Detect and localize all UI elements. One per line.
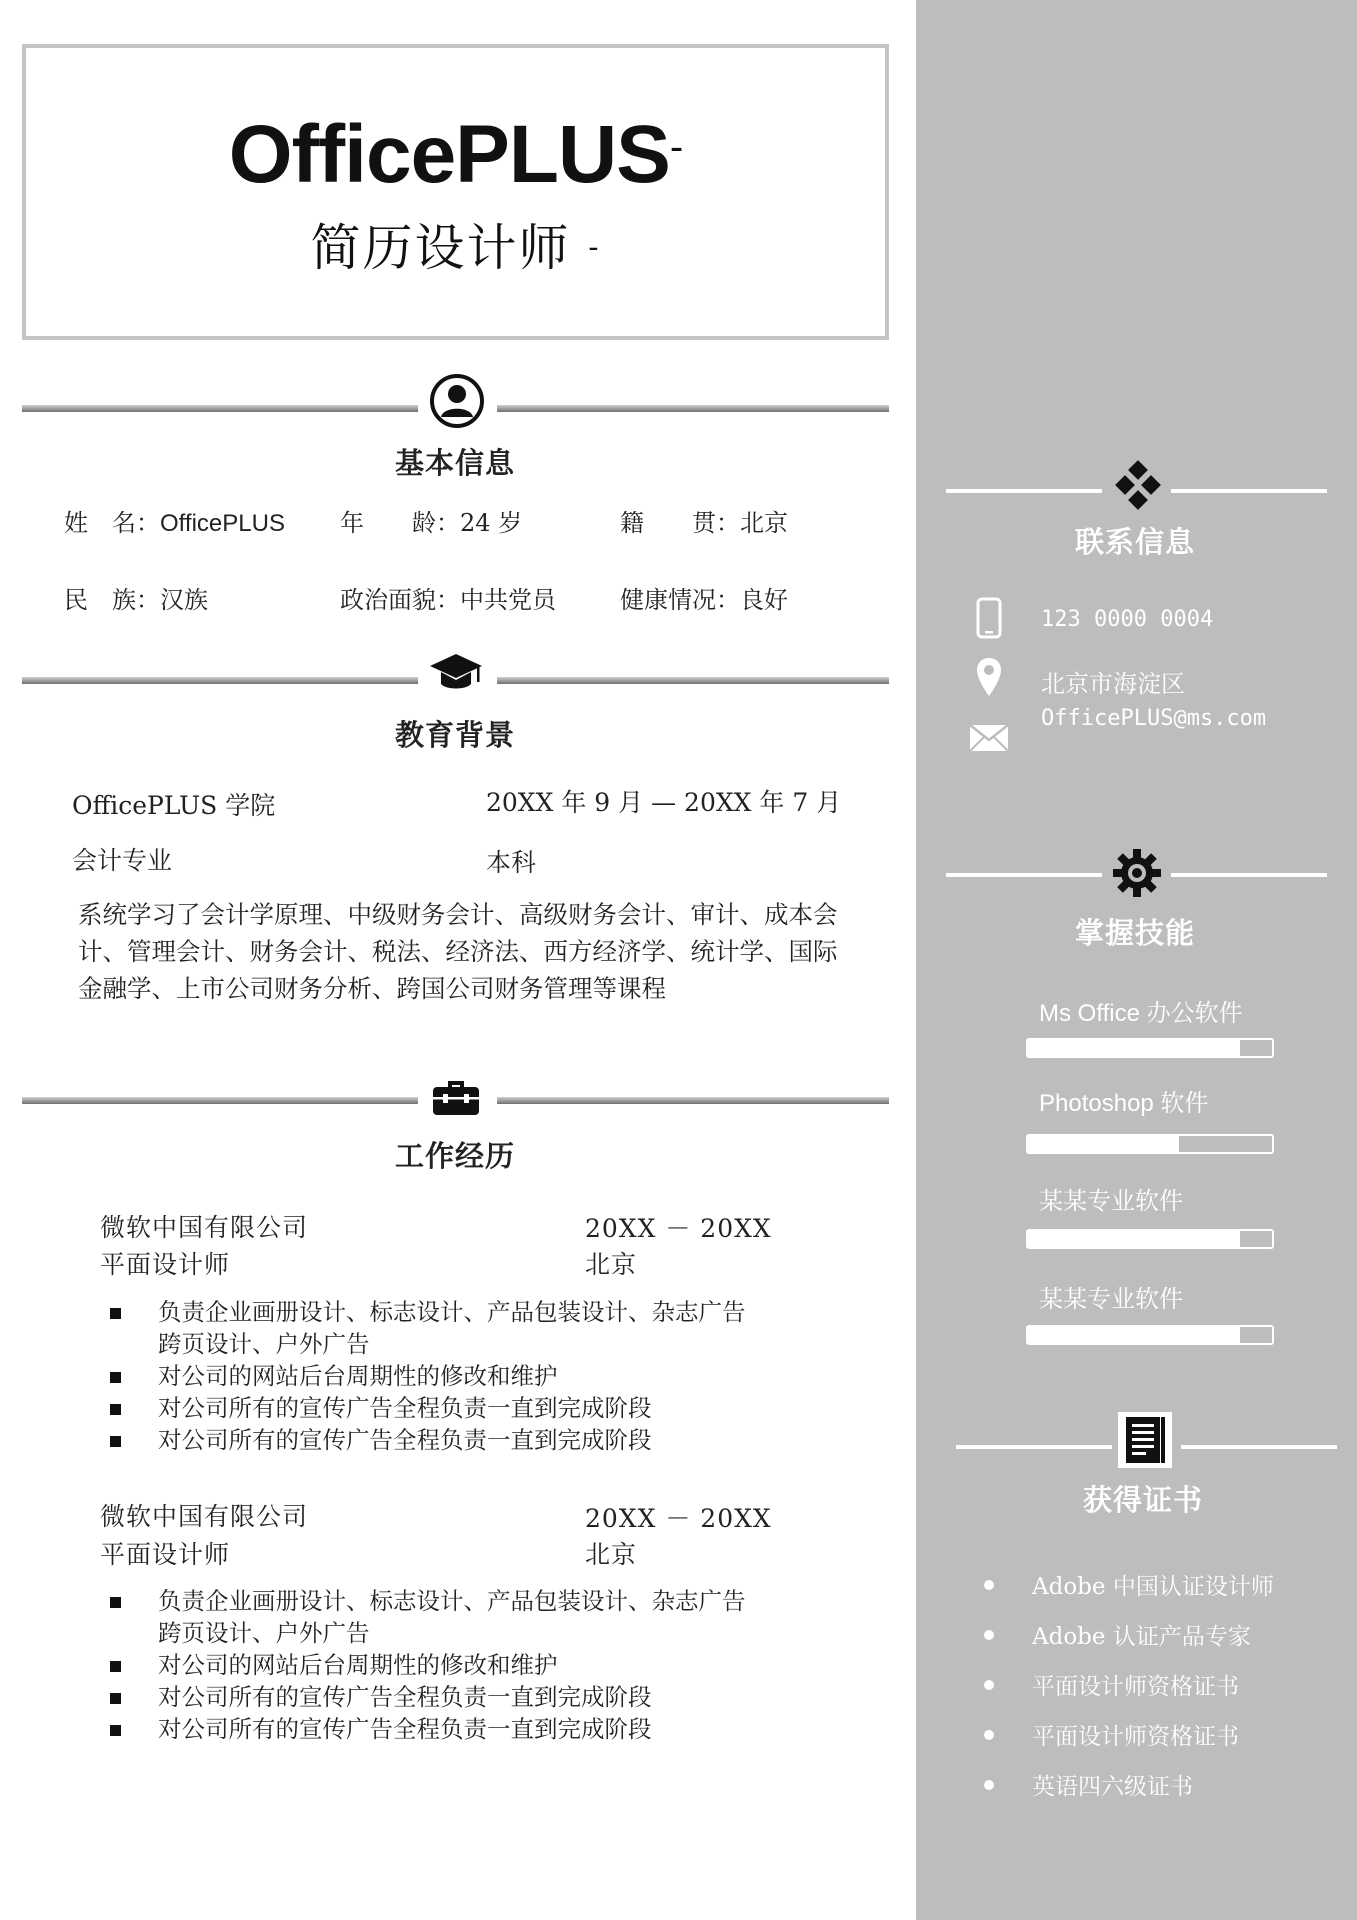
bullet-icon [984,1680,994,1690]
skill-fill [1028,1136,1179,1152]
list-item: 对公司的网站后台周期性的修改和维护 [100,1360,760,1392]
skill-bar [1026,1038,1274,1058]
divider-left [22,405,418,412]
skill-bar [1026,1229,1274,1249]
divider-left [22,1097,418,1104]
job-period: 20XX － 20XX [585,1504,772,1533]
edu-period: 20XX 年 9 月 — 20XX 年 7 月 [486,788,842,817]
edu-school: OfficePLUS 学院 [72,791,276,820]
list-item: 对公司所有的宣传广告全程负责一直到完成阶段 [100,1681,760,1713]
divider-right [1171,489,1327,493]
briefcase-icon [430,1075,482,1117]
divider-right [1181,1445,1337,1449]
job-city: 北京 [585,1540,638,1569]
skill-fill [1028,1231,1240,1247]
section-title-contact: 联系信息 [1074,525,1195,559]
info-health: 健康情况：良好 [620,586,788,614]
contact-address: 北京市海淀区 [1041,670,1185,698]
divider-right [497,677,889,684]
bullet-icon [984,1630,994,1640]
divider-right [497,405,889,412]
job-company: 微软中国有限公司 [100,1502,309,1531]
section-title-certs: 获得证书 [1082,1483,1203,1517]
phone-icon [976,597,1002,639]
bullet-icon [984,1580,994,1590]
section-title-work: 工作经历 [394,1139,515,1173]
section-title-skills: 掌握技能 [1074,916,1195,950]
divider-left [946,489,1102,493]
list-item: 对公司的网站后台周期性的修改和维护 [100,1649,760,1681]
job-title: 简历设计师 - [310,219,601,277]
edu-major: 会计专业 [72,846,173,875]
mail-icon [968,723,1010,753]
notebook-icon [1118,1412,1172,1468]
divider-right [1171,873,1327,877]
skill-bar [1026,1325,1274,1345]
list-item: 对公司所有的宣传广告全程负责一直到完成阶段 [100,1713,760,1745]
list-item: 对公司所有的宣传广告全程负责一直到完成阶段 [100,1424,760,1456]
contact-email: OfficePLUS@ms.com [1041,706,1267,731]
graduation-cap-icon [428,650,484,698]
info-name: 姓 名：OfficePLUS [64,509,285,537]
skill-label: Ms Office 办公软件 [1039,1000,1243,1027]
info-age: 年 龄：24 岁 [340,509,523,537]
user-icon [429,373,485,429]
bullet-icon [984,1730,994,1740]
divider-left [946,873,1102,877]
bullet-icon [984,1780,994,1790]
job-period: 20XX － 20XX [585,1214,772,1243]
skill-fill [1028,1040,1240,1056]
skill-fill [1028,1327,1240,1343]
job-duties [100,1296,760,1456]
edu-description: 系统学习了会计学原理、中级财务会计、高级财务会计、审计、成本会计、管理会计、财务会计、税法、经济法、西方经济学、统计学、国际金融学、上市公司财务分析、跨国公司财务管理等课程 [78,900,838,1003]
list-item: 负责企业画册设计、标志设计、产品包装设计、杂志广告跨页设计、户外广告 [100,1585,760,1649]
list-item: 英语四六级证书 [984,1768,1193,1801]
gear-icon [1112,848,1162,898]
divider-right [497,1097,889,1104]
list-item: 对公司所有的宣传广告全程负责一直到完成阶段 [100,1392,760,1424]
skill-label: Photoshop 软件 [1039,1090,1209,1117]
skill-bar [1026,1134,1274,1154]
location-pin-icon [975,656,1003,698]
info-political: 政治面貌：中共党员 [340,586,556,614]
edu-degree: 本科 [486,848,537,877]
divider-left [22,677,418,684]
job-role: 平面设计师 [100,1250,231,1279]
contact-phone: 123 0000 0004 [1041,607,1214,632]
skill-label: 某某专业软件 [1039,1285,1183,1313]
list-item: 平面设计师资格证书 [984,1668,1239,1701]
job-company: 微软中国有限公司 [100,1213,309,1242]
job-duties [100,1585,760,1745]
list-item: 平面设计师资格证书 [984,1718,1239,1751]
list-item: Adobe 认证产品专家 [984,1618,1251,1651]
job-role: 平面设计师 [100,1540,231,1569]
diamond-icon [1110,460,1166,516]
brand-name: OfficePLUS- [228,109,683,200]
list-item: 负责企业画册设计、标志设计、产品包装设计、杂志广告跨页设计、户外广告 [100,1296,760,1360]
section-title-education: 教育背景 [394,718,515,752]
info-ethnicity: 民 族：汉族 [64,586,208,614]
skill-label: 某某专业软件 [1039,1187,1183,1215]
info-origin: 籍 贯：北京 [620,509,788,537]
job-city: 北京 [585,1250,638,1279]
list-item: Adobe 中国认证设计师 [984,1568,1274,1601]
section-title-basic: 基本信息 [394,446,515,480]
divider-left [956,1445,1112,1449]
